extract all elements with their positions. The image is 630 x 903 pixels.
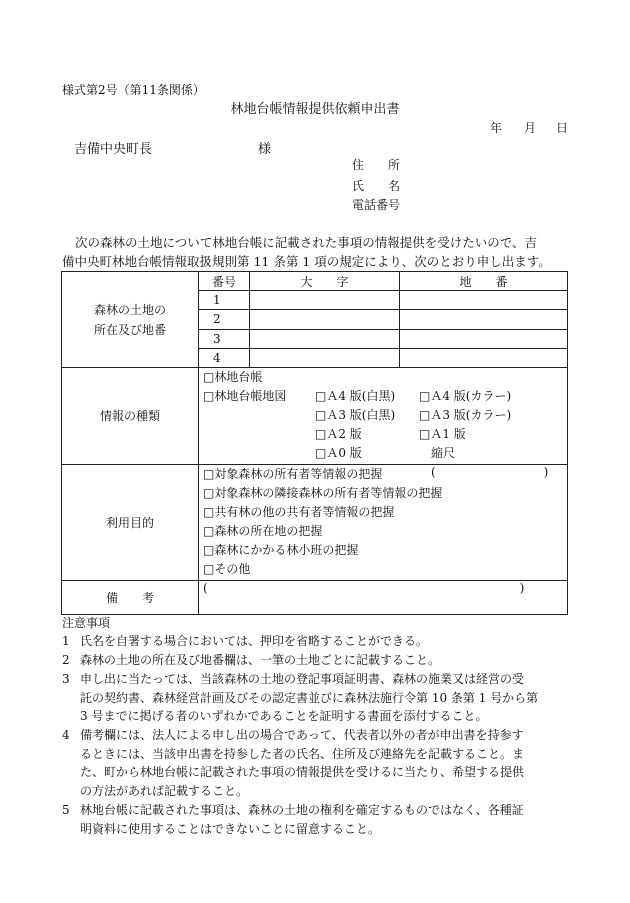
note-item [62,801,574,838]
purpose-checkbox[interactable]: □共有林の他の共有者等情報の把握 [203,505,395,519]
purpose-checkbox[interactable]: □対象森林の所有者等情報の把握 [203,467,383,481]
phone-label: 電話番号 [352,198,401,212]
a3-color-checkbox[interactable]: □Ａ3 版(カラー) [419,408,512,422]
header-oaza: 大 字 [250,272,400,291]
note-line: 氏名を自署する場合においては、押印を省略することができる。 [80,634,429,648]
row-number: 2 [199,310,250,329]
note-line: 明資料に使用することはできないことに留意すること。 [80,821,381,836]
info-type-label: 情報の種類 [62,368,199,465]
application-table [61,271,568,615]
note-line: るときには、当該申出書を持参した者の氏名、住所及び連絡先を記載すること。ま [80,746,525,761]
note-number: 4 [62,728,70,742]
honorific: 様 [258,142,272,157]
date-month: 月 [524,121,537,135]
note-line: 申し出に当たっては、当該森林の土地の登記事項証明書、森林の施業又は経営の受 [80,672,525,686]
note-line: 森林の土地の所在及び地番欄は、一筆の土地ごとに記載すること。 [80,653,441,667]
oaza-field[interactable] [250,329,400,348]
form-title: 林地台帳情報提供依頼申出書 [230,102,400,117]
chiban-field[interactable] [400,310,568,329]
header-number: 番号 [199,272,250,291]
a4-color-checkbox[interactable]: □Ａ4 版(カラー) [419,389,512,403]
a4-bw-checkbox[interactable]: □Ａ4 版(白黒) [315,389,396,403]
note-line: 林地台帳に記載された事項は、森林の土地の権利を確定するものではなく、各種証 [80,803,524,817]
chiban-field[interactable] [400,291,568,310]
form-number: 様式第2号（第11条関係） [62,83,205,97]
note-item [62,632,574,651]
location-label-1: 森林の土地の [93,302,166,317]
a2-checkbox[interactable]: □Ａ2 版 [315,427,362,441]
oaza-field[interactable] [250,291,400,310]
location-label-cell [62,272,199,368]
note-item [62,670,574,726]
intro-line-1: 次の森林の土地について林地台帳に記載された事項の情報提供を受けたいので、吉 [75,235,538,250]
intro-line-2: 備中央町林地台帳情報取扱規則第 11 条第 1 項の規定により、次のとおり申し出ます。 [62,253,551,269]
scale-field[interactable]: 縮尺( ) [431,446,549,479]
map-size-options [315,387,551,479]
purpose-label: 利用目的 [62,465,199,581]
row-number: 4 [199,348,250,367]
a3-bw-checkbox[interactable]: □Ａ3 版(白黒) [315,408,396,422]
addressee: 吉備中央町長 [74,142,153,157]
ledger-map-checkbox[interactable]: □林地台帳地図 [203,389,287,403]
remarks-label: 備 考 [62,581,199,615]
note-item [62,651,574,670]
note-line: の方法があれば記載すること。 [80,783,249,798]
note-number: 5 [62,803,70,817]
date-year: 年 [490,121,503,135]
note-line: 託の契約書、森林経営計画及びその認定書並びに森林法施行令第 10 条第 1 号から第 [80,690,539,705]
purpose-other-checkbox[interactable]: □その他( ) [203,562,525,595]
notes-title: 注意事項 [62,616,111,630]
note-number: 1 [62,634,70,648]
date-day: 日 [556,121,569,135]
name-label: 氏 名 [352,179,401,193]
chiban-field[interactable] [400,348,568,367]
note-line: 備考欄には、法人による申し出の場合であって、代表者以外の者が申出書を持参す [80,728,524,742]
location-label-2: 所在及び地番 [93,322,166,337]
oaza-field[interactable] [250,310,400,329]
note-item [62,726,574,800]
note-number: 2 [62,653,70,667]
purpose-checkbox[interactable]: □対象森林の隣接森林の所有者等情報の把握 [203,486,443,500]
purpose-checkbox[interactable]: □森林の所在地の把握 [203,524,323,538]
a0-checkbox[interactable]: □Ａ0 版 [315,446,362,460]
address-label: 住 所 [352,158,401,172]
oaza-field[interactable] [250,348,400,367]
a1-checkbox[interactable]: □Ａ1 版 [419,427,466,441]
row-number: 3 [199,329,250,348]
intro-text [62,234,572,271]
note-line: 3 号までに掲げる者のいずれかであることを証明する書面を添付すること。 [80,709,488,724]
note-line: た、町から林地台帳に記載された事項の情報提供を受けるに当たり、希望する提供 [80,765,525,780]
row-number: 1 [199,291,250,310]
note-number: 3 [62,672,70,686]
purpose-checkbox[interactable]: □森林にかかる林小班の把握 [203,543,359,557]
header-chiban: 地 番 [400,272,568,291]
ledger-checkbox[interactable]: □林地台帳 [203,370,263,384]
chiban-field[interactable] [400,329,568,348]
